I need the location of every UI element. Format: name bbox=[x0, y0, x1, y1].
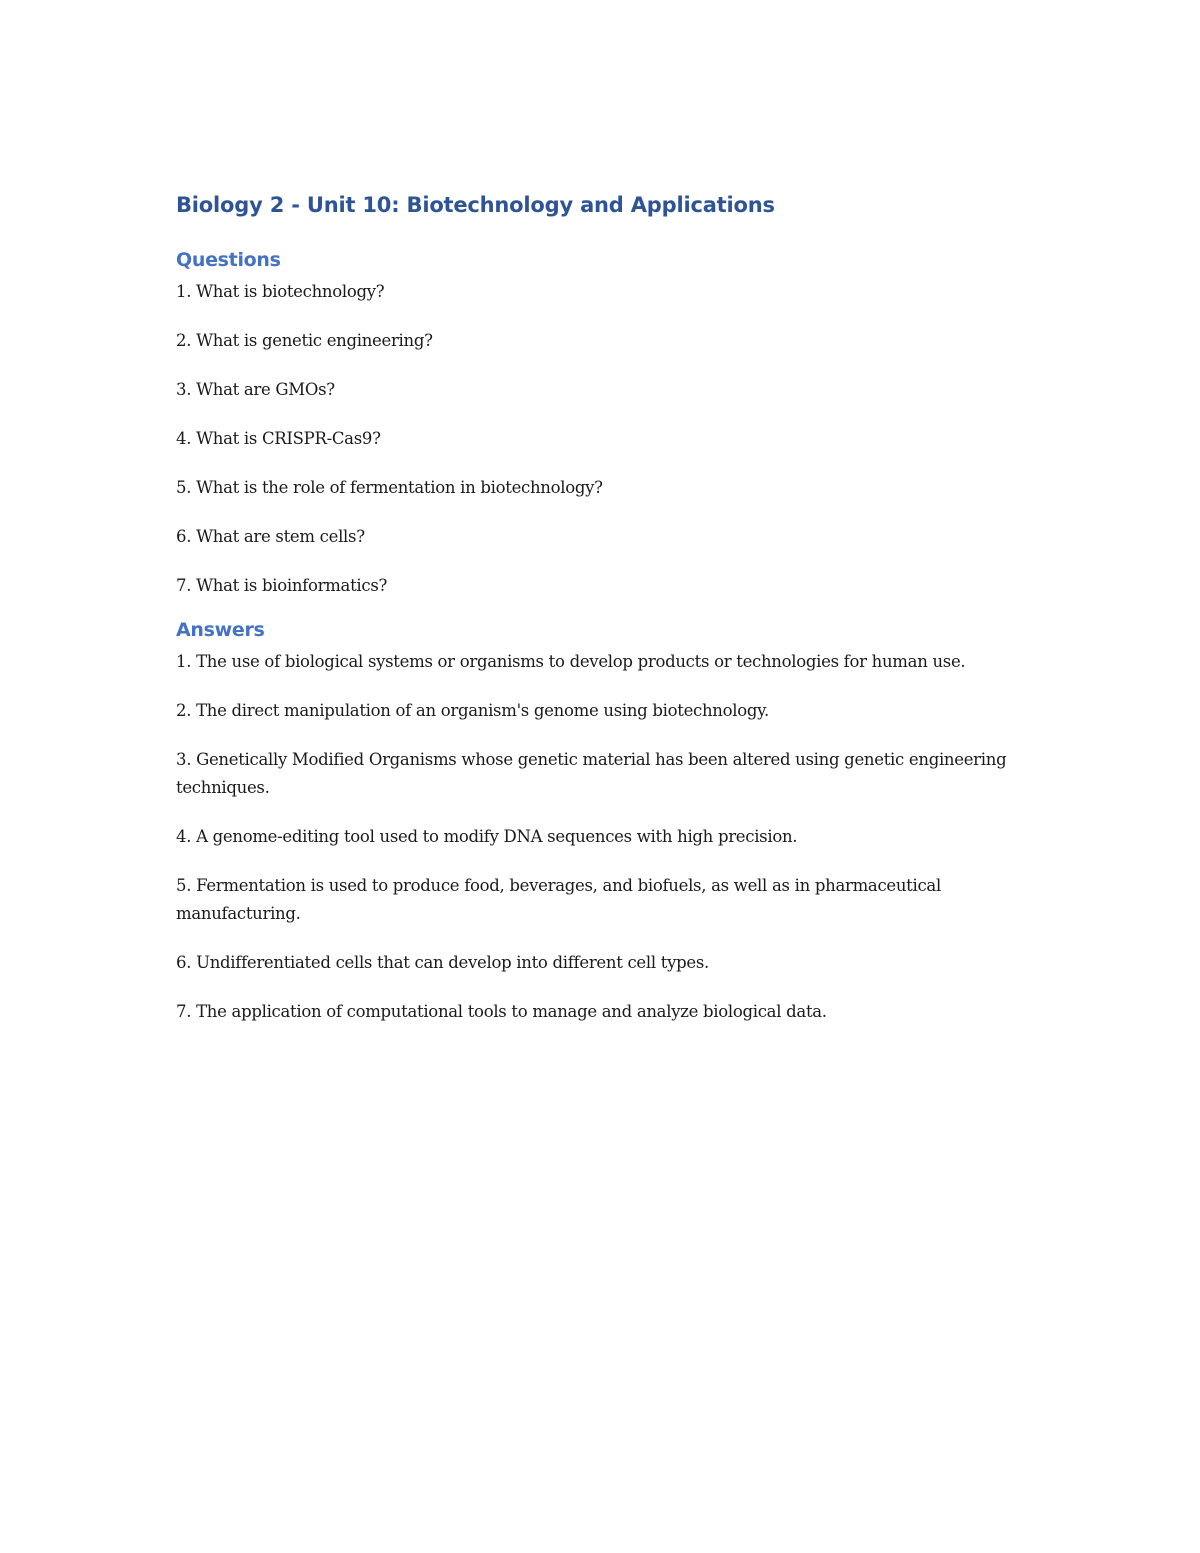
question-item: 2. What is genetic engineering? bbox=[176, 331, 433, 350]
questions-heading: Questions bbox=[176, 249, 281, 271]
question-item: 5. What is the role of fermentation in biotechnology? bbox=[176, 478, 603, 497]
answer-item: 7. The application of computational tools to manage and analyze biological data. bbox=[176, 1002, 827, 1021]
answer-item: 4. A genome-editing tool used to modify DNA sequences with high precision. bbox=[176, 827, 798, 846]
question-item: 3. What are GMOs? bbox=[176, 380, 335, 399]
answers-list bbox=[176, 648, 1036, 1026]
question-item: 1. What is biotechnology? bbox=[176, 282, 385, 301]
answer-item: 6. Undifferentiated cells that can develop into different cell types. bbox=[176, 953, 709, 972]
answer-item: 2. The direct manipulation of an organism's genome using biotechnology. bbox=[176, 701, 769, 720]
answers-heading: Answers bbox=[176, 619, 265, 641]
question-item: 6. What are stem cells? bbox=[176, 527, 365, 546]
document-content bbox=[176, 190, 1036, 1047]
question-item: 7. What is bioinformatics? bbox=[176, 576, 388, 595]
questions-list bbox=[176, 278, 1036, 600]
answer-item: 5. Fermentation is used to produce food, beverages, and biofuels, as well as in pharmaceutical manufacturing. bbox=[176, 876, 941, 923]
question-item: 4. What is CRISPR-Cas9? bbox=[176, 429, 381, 448]
answer-item: 1. The use of biological systems or organisms to develop products or technologies for human use. bbox=[176, 652, 966, 671]
answer-item: 3. Genetically Modified Organisms whose genetic material has been altered using genetic engineering techniques. bbox=[176, 750, 1007, 797]
document-title: Biology 2 - Unit 10: Biotechnology and Applications bbox=[176, 193, 775, 217]
